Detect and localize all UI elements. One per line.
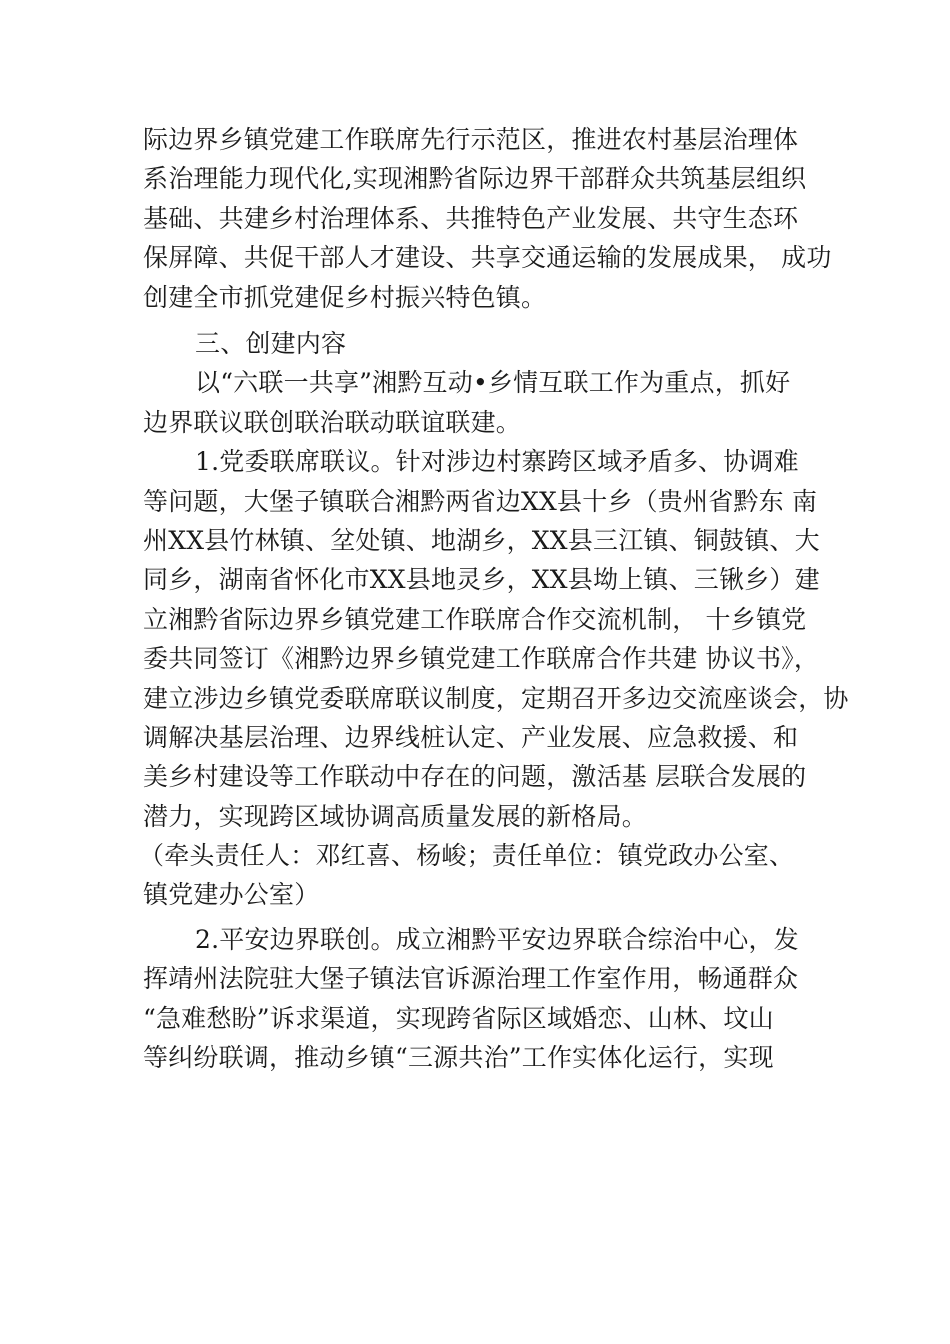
responsibility-note (139, 836, 839, 915)
text-line: 潜力，实现跨区域协调高质量发展的新格局。 (143, 801, 648, 831)
section-heading: 三、创建内容 (195, 329, 347, 358)
item-heading: 2.平安边界联创。成立湘黔平安边界联合综治中心，发 (195, 925, 799, 954)
text-line: 美乡村建设等工作联动中存在的问题，激活基 层联合发展的 (143, 762, 807, 792)
text-line: 立湘黔省际边界乡镇党建工作联席合作交流机制， 十乡镇党 (143, 604, 807, 634)
text-line: “急难愁盼”诉求渠道，实现跨省际区域婚恋、山林、坟山 (143, 1003, 774, 1033)
text-line: 边界联议联创联治联动联谊联建。 (143, 407, 522, 437)
section-creation-content (143, 324, 849, 836)
text-line: 等纠纷联调，推动乡镇“三源共治”工作实体化运行，实现 (143, 1043, 774, 1073)
text-line: 际边界乡镇党建工作联席先行示范区，推进农村基层治理体 (143, 125, 799, 154)
text-line: 建立涉边乡镇党委联席联议制度，定期召开多边交流座谈会，协 (143, 683, 849, 713)
text-line: 保屏障、共促干部人才建设、共享交通运输的发展成果， 成功 (143, 243, 832, 273)
text-line: 系治理能力现代化,实现湘黔省际边界干部群众共筑基层组织 (143, 164, 807, 194)
paragraph-demonstration-zone (143, 120, 843, 317)
text-line: 州XX县竹林镇、坌处镇、地湖乡，XX县三江镇、铜鼓镇、大 (143, 525, 820, 555)
text-line: 镇党建办公室） (143, 880, 320, 910)
text-line: 基础、共建乡村治理体系、共推特色产业发展、共守生态环 (143, 203, 799, 233)
text-line: 调解决基层治理、边界线桩认定、产业发展、应急救援、和 (143, 722, 799, 752)
text-line: 同乡，湖南省怀化市XX县地灵乡，XX县坳上镇、三锹乡）建 (143, 565, 820, 595)
text-line: 挥靖州法院驻大堡子镇法官诉源治理工作室作用，畅通群众 (143, 964, 799, 994)
text-line: 等问题，大堡子镇联合湘黔两省边XX县十乡（贵州省黔东 南 (143, 486, 818, 516)
text-line: 委共同签订《湘黔边界乡镇党建工作联席合作共建 协议书》， (143, 644, 820, 674)
paragraph-safe-border (143, 920, 843, 1078)
item-heading: 1.党委联席联议。针对涉边村寨跨区域矛盾多、协调难 (195, 447, 799, 477)
text-line: （牵头责任人：邓红喜、杨峻；责任单位：镇党政办公室、 (139, 841, 795, 870)
text-line: 创建全市抓党建促乡村振兴特色镇。 (143, 282, 547, 312)
text-line: 以“六联一共享”湘黔互动•乡情互联工作为重点，抓好 (195, 368, 791, 398)
